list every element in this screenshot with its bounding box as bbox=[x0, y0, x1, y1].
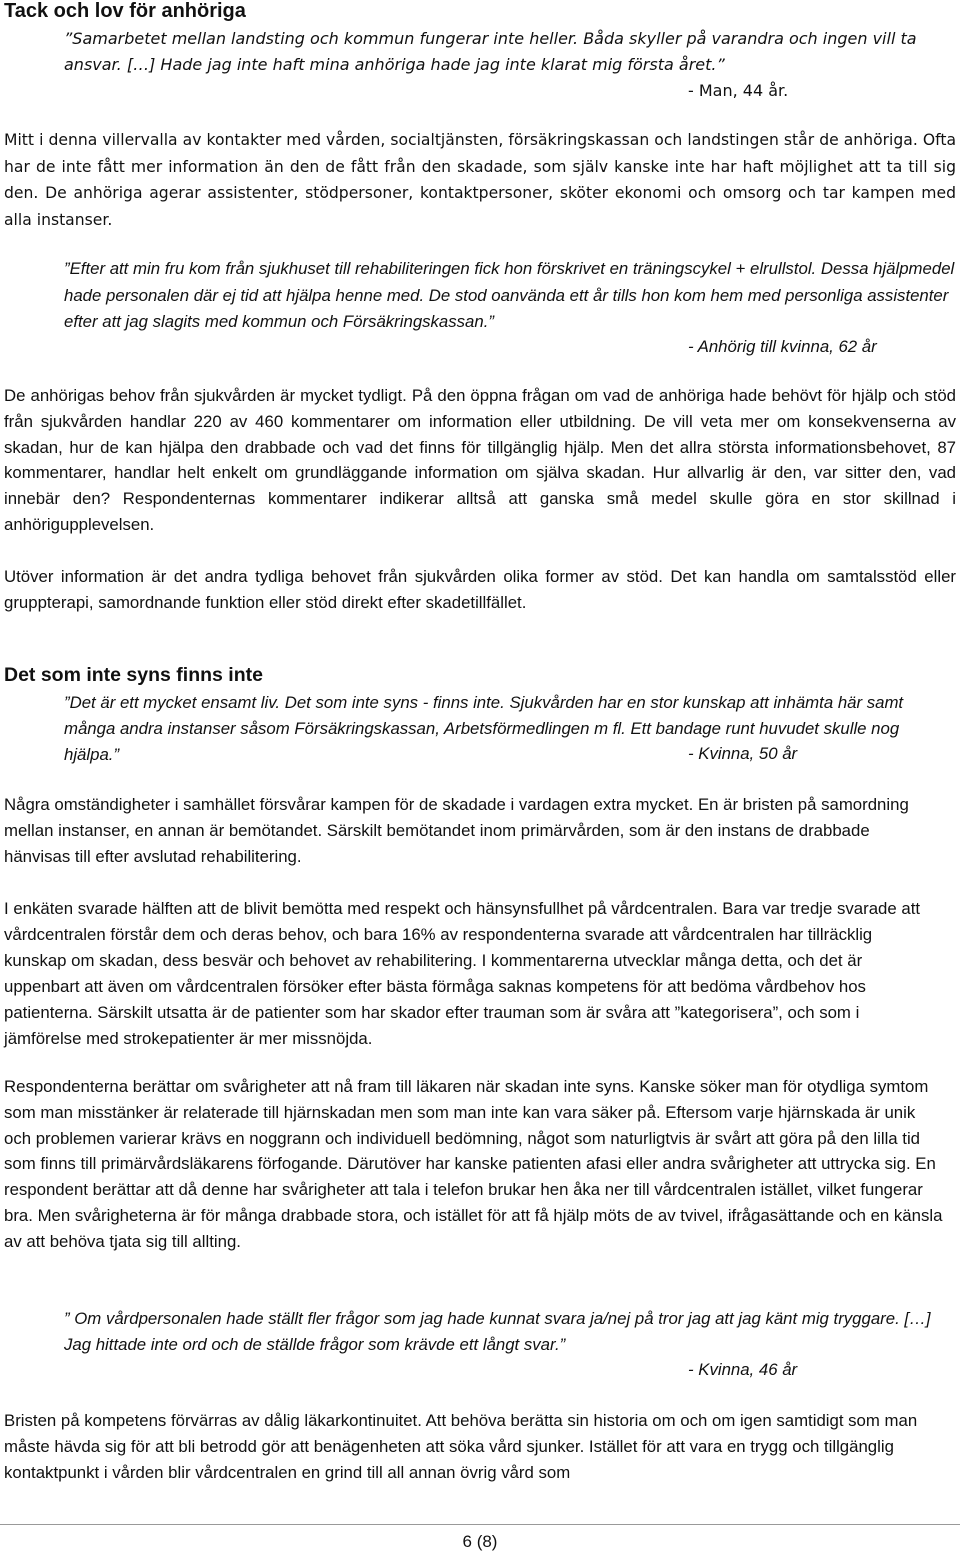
quote-attribution: - Kvinna, 50 år bbox=[688, 744, 798, 763]
quote-attribution: - Man, 44 år. bbox=[688, 81, 789, 100]
quote-attribution: - Kvinna, 46 år bbox=[688, 1360, 798, 1379]
paragraph: Respondenterna berättar om svårigheter att nå fram till läkaren när skadan inte syns. Kanske söker man för otydliga symtom som man misstänker är relaterade till hjärnskadan men som man inte kan vara säker på. Eftersom varje hjärnskada är unik och problemen varierar krävs en noggrann och individuell bedömning, något som naturligtvis är svårt att göra på den lilla tid som finns till primärvårdsläkarens förfogande. Därutöver har kanske patienten afasi eller andra svårigheter att uttrycka sig. En respondent berättar att då denne har svårigheter att tala i telefon brukar hen åka ner till vårdcentralen istället, vilket fungerar bra. Men svårigheterna är för många drabbade stora, och istället för att få hjälp möts de av tvivel, ifrågasättande och en känsla av att behöva tjata sig till allting. bbox=[4, 1077, 943, 1251]
paragraph: Mitt i denna villervalla av kontakter med vården, socialtjänsten, försäkringskassan och landstingen står de anhöriga. Ofta har de inte fått mer information än den de fått från den skadade, som själv kanske inte har haft möjlighet att ta till sig den. De anhöriga agerar assistenter, stödpersoner, kontaktpersoner, sköter ekonomi och omsorg och tar kampen med alla instanser. bbox=[4, 131, 956, 229]
section-heading: Det som inte syns finns inte bbox=[4, 664, 263, 686]
paragraph: Bristen på kompetens förvärras av dålig läkarkontinuitet. Att behöva berätta sin historia om och om igen samtidigt som man måste hävda sig för att bli betrodd gör att benägenheten att söka vård sjunker. Istället för att vara en trygg och tillgänglig kontaktpunkt i vården blir vårdcentralen en grind till all annan övrig vård som bbox=[4, 1411, 918, 1482]
quote-attribution: - Anhörig till kvinna, 62 år bbox=[688, 337, 877, 356]
quote-block: ”Det är ett mycket ensamt liv. Det som inte syns - finns inte. Sjukvården har en stor kunskap att inhämta här samt många andra instanser såsom Försäkringskassan, Arbetsförmedlingen m fl. Ett bandage runt huvudet skulle nog hjälpa.” bbox=[64, 693, 904, 764]
quote-block: ”Samarbetet mellan landsting och kommun fungerar inte heller. Båda skyller på varandra och ingen vill ta ansvar. […] Hade jag inte haft mina anhöriga hade jag inte klarat mig första året.” bbox=[64, 29, 917, 74]
page-number: 6 (8) bbox=[462, 1532, 498, 1551]
paragraph: Några omständigheter i samhället försvårar kampen för de skadade i vardagen extra mycket. En är bristen på samordning mellan instanser, en annan är bemötandet. Särskilt bemötandet inom primärvården, som är den instans de drabbade hänvisas till efter avslutad rehabilitering. bbox=[4, 795, 909, 866]
quote-block: ”Efter att min fru kom från sjukhuset till rehabiliteringen fick hon förskrivet en träningscykel + elrullstol. Dessa hjälpmedel hade personalen där ej tid att hjälpa henne med. De stod oanvända ett år tills hon kom hem med personliga assistenter efter att jag slagits med kommun och Försäkringskassan.” bbox=[64, 259, 955, 331]
section-heading: Tack och lov för anhöriga bbox=[4, 0, 246, 22]
paragraph: Utöver information är det andra tydliga behovet från sjukvården olika former av stöd. Det kan handla om samtalsstöd eller gruppterapi, samordnande funktion eller stöd direkt efter skadetillfället. bbox=[4, 567, 956, 612]
quote-block: ” Om vårdpersonalen hade ställt fler frågor som jag hade kunnat svara ja/nej på tror jag att jag känt mig tryggare. […] Jag hittade inte ord och de ställde frågor som krävde ett långt svar.” bbox=[64, 1309, 931, 1354]
paragraph: De anhörigas behov från sjukvården är mycket tydligt. På den öppna frågan om vad de anhöriga hade behövt för hjälp och stöd från sjukvården handlar 220 av 460 kommentarer om information eller utbildning. De vill veta mer om konsekvenserna av skadan, hur de kan hjälpa den drabbade och vad det finns för tillgänglig hjälp. Men det allra största informationsbehovet, 87 kommentarer, handlar helt enkelt om grundläggande information om själva skadan. Hur allvarlig är den, var sitter den, vad innebär den? Respondenternas kommentarer indikerar alltså att ganska små medel skulle göra en stor skillnad i anhörigupplevelsen. bbox=[4, 386, 956, 534]
paragraph: I enkäten svarade hälften att de blivit bemötta med respekt och hänsynsfullhet på vårdcentralen. Bara var tredje svarade att vårdcentralen förstår dem och deras behov, och bara 16% av respondenterna svarade att vårdcentralen har tillräcklig kunskap om skadan, dess besvär och behovet av rehabilitering. I kommentarerna utvecklar många detta, och det är uppenbart att även om vårdcentralen försöker efter bästa förmåga saknas kompetens för att bedöma vårdbehov hos patienterna. Särskilt utsatta är de patienter som har skador efter trauman som är svåra att ”kategorisera”, och som i jämförelse med strokepatienter är mer missnöjda. bbox=[4, 899, 921, 1048]
footer-divider bbox=[0, 1524, 960, 1525]
